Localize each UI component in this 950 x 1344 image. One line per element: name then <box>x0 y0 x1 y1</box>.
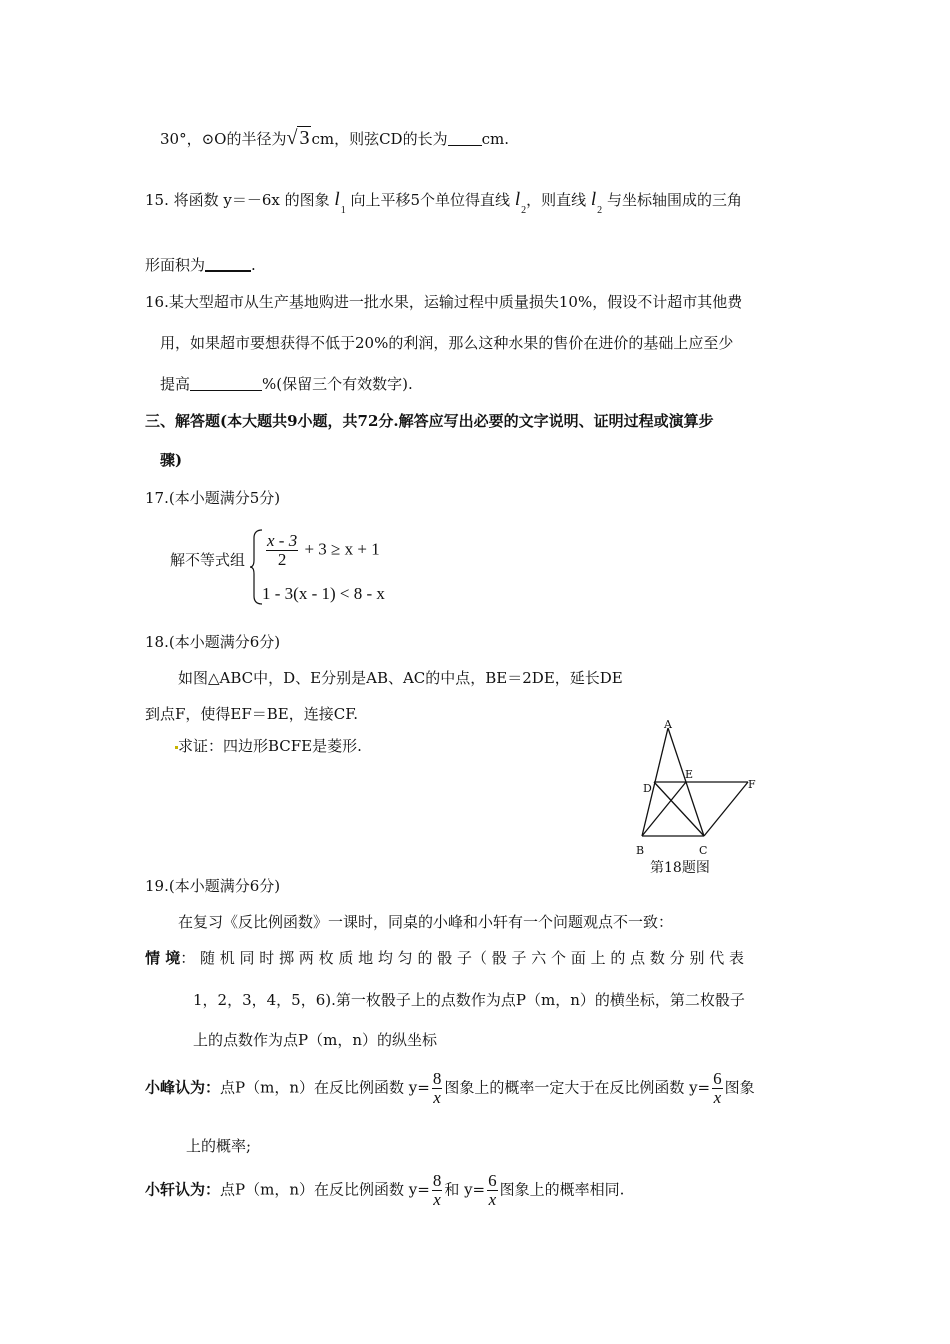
feng-f2-num: 6 <box>713 1069 722 1088</box>
l2-letter: l <box>514 189 521 210</box>
xuan-f2-num: 6 <box>488 1171 497 1190</box>
label-A: A <box>664 720 672 731</box>
scenario-label: 情 境 <box>145 949 181 967</box>
l1-subscript: 1 <box>340 205 346 216</box>
q15-text-a: 15. 将函数 y＝－6x 的图象 <box>145 191 330 209</box>
label-B: B <box>636 844 645 857</box>
line-l2 <box>514 189 527 216</box>
q18-header: 18.(本小题满分6分) <box>145 633 281 651</box>
xuan-f1-num: 8 <box>432 1171 442 1190</box>
xuan-f1-den: x <box>433 1190 441 1209</box>
xuan-label: 小轩认为： <box>145 1180 221 1199</box>
q18-line3: 求证：四边形BCFE是菱形. <box>178 737 362 755</box>
q17-header: 17.(本小题满分5分) <box>145 489 281 507</box>
xuan-text-b: 和 y= <box>444 1180 486 1199</box>
xuan-f2-den: x <box>488 1190 497 1209</box>
label-D: D <box>643 782 652 795</box>
q17-eq1-rest: + 3 ≥ x + 1 <box>304 539 380 559</box>
q16-line1: 16.某大型超市从生产基地购进一批水果，运输过程中质量损失10%，假设不计超市其他费 <box>145 293 743 311</box>
q17-prompt: 解不等式组 <box>170 551 246 569</box>
line-l2b <box>590 189 603 216</box>
l2-subscript: 2 <box>521 205 527 216</box>
q16-answer-blank <box>190 376 262 391</box>
marker-dot <box>175 746 178 749</box>
q16-line3 <box>160 374 413 394</box>
q14-line <box>160 128 509 149</box>
section3-heading: 三、解答题(本大题共9小题，共72分.解答应写出必要的文字说明、证明过程或演算步 <box>145 412 714 430</box>
q15-text-b: 向上平移5个单位得直线 <box>350 191 511 209</box>
q15-line2 <box>145 255 256 275</box>
q19-intro: 在复习《反比例函数》一课时，同桌的小峰和小轩有一个问题观点不一致： <box>178 913 674 931</box>
xuan-text-a: 点P（m，n）在反比例函数 y= <box>220 1180 430 1199</box>
q18-line1: 如图△ABC中，D、E分别是AB、AC的中点，BE＝2DE，延长DE <box>178 669 623 687</box>
q17-eq1-denominator: 2 <box>266 550 298 569</box>
q17-eq1-fraction <box>266 532 298 569</box>
label-F: F <box>748 778 756 791</box>
feng-f1-den: x <box>433 1088 441 1107</box>
q18-figure-caption: 第18题图 <box>650 860 710 876</box>
scenario-text-1: ： 随 机 同 时 掷 两 枚 质 地 均 匀 的 骰 子（ 骰 子 六 个 面 上 的 点 数 分 别 代 表 <box>180 949 744 967</box>
q19-scenario-l1 <box>145 948 744 968</box>
label-C: C <box>699 844 708 857</box>
xuan-text-c: 图象上的概率相同. <box>499 1180 625 1199</box>
line-l1 <box>334 189 346 216</box>
section3-heading-cont: 骤) <box>160 451 183 469</box>
sqrt-radicand: 3 <box>299 127 310 149</box>
q19-feng-line2: 上的概率; <box>186 1137 252 1155</box>
q16-line2: 用，如果超市要想获得不低于20%的利润，那么这种水果的售价在进价的基础上应至少 <box>160 334 734 352</box>
q19-scenario-l3: 上的点数作为点P（m，n）的纵坐标 <box>193 1031 437 1049</box>
q16-line3-b: %(保留三个有效数字). <box>262 375 413 393</box>
q19-header: 19.(本小题满分6分) <box>145 877 281 895</box>
xuan-fraction-6-over-x <box>487 1172 498 1209</box>
q17-eq2: 1 - 3(x - 1) < 8 - x <box>262 584 385 603</box>
q19-scenario-l2: 1，2，3，4，5，6).第一枚骰子上的点数作为点P（m，n）的横坐标，第二枚骰子 <box>193 991 745 1009</box>
sqrt-3: √ 3 <box>286 127 310 149</box>
l2b-letter: l <box>590 189 597 210</box>
feng-text-a: 点P（m，n）在反比例函数 y= <box>220 1078 430 1097</box>
q14-text-c: cm. <box>481 130 509 148</box>
q17-eq1-numerator: x - 3 <box>267 531 298 550</box>
q15-line2-text: 形面积为 <box>145 256 206 274</box>
q15-text-c: ，则直线 <box>526 191 587 209</box>
l2b-subscript: 2 <box>597 205 603 216</box>
feng-text-b: 图象上的概率一定大于在反比例函数 y= <box>444 1078 711 1097</box>
q14-answer-blank <box>448 131 482 146</box>
xuan-fraction-8-over-x <box>432 1172 443 1209</box>
q15-line1 <box>145 190 742 221</box>
q15-answer-blank <box>205 256 251 272</box>
feng-f1-num: 8 <box>432 1069 442 1088</box>
q16-line3-a: 提高 <box>160 375 191 393</box>
feng-fraction-6-over-x <box>712 1070 723 1107</box>
feng-text-c: 图象 <box>724 1078 755 1097</box>
q17-eq1 <box>264 532 380 569</box>
q18-line2: 到点F，使得EF＝BE，连接CF. <box>145 705 359 723</box>
q19-xuan-line <box>145 1172 624 1209</box>
l1-letter: l <box>334 189 340 210</box>
q18-figure <box>630 720 770 880</box>
q15-text-d: 与坐标轴围成的三角 <box>606 191 742 209</box>
q15-line2-end: . <box>251 256 256 274</box>
feng-label: 小峰认为： <box>145 1078 221 1097</box>
q19-feng-line1 <box>145 1070 755 1107</box>
edge-FC <box>704 782 748 836</box>
label-E: E <box>685 768 694 781</box>
feng-fraction-8-over-x <box>432 1070 443 1107</box>
q14-text-b: cm，则弦CD的长为 <box>311 130 448 148</box>
q14-text-a: 30°，⊙O的半径为 <box>160 130 287 148</box>
feng-f2-den: x <box>713 1088 722 1107</box>
